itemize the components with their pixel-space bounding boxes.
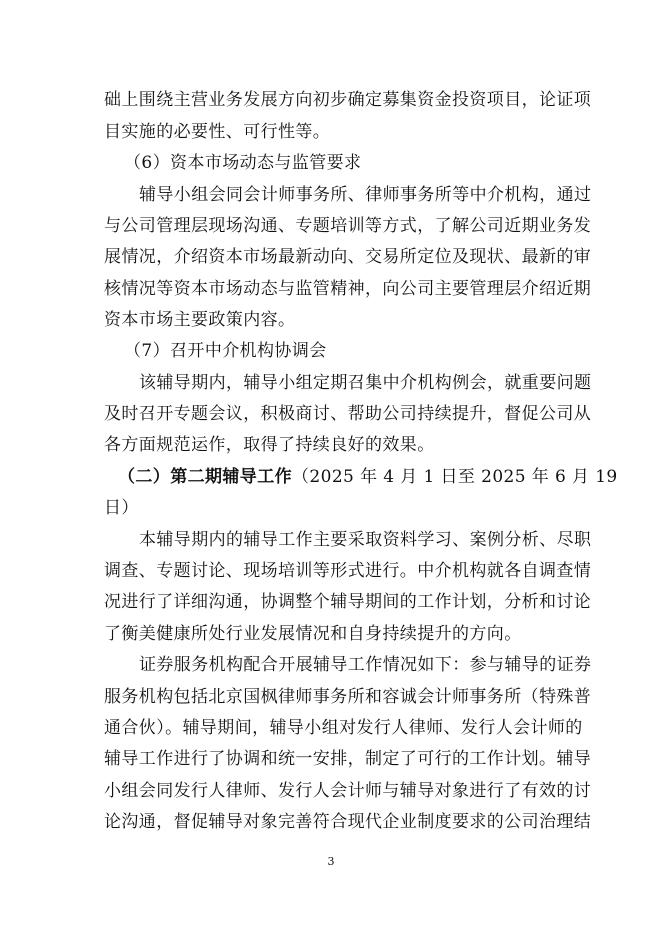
paragraph-line: 服务机构包括北京国枫律师事务所和容诚会计师事务所（特殊普	[104, 687, 592, 707]
paragraph-line: 辅导工作进行了协调和统一安排，制定了可行的工作计划。辅导	[104, 749, 592, 769]
page-number: 3	[327, 855, 335, 868]
paragraph-line: 展情况，介绍资本市场最新动向、交易所定位及现状、最新的审	[104, 247, 592, 267]
section-heading-7: （7）召开中介机构协调会	[124, 341, 327, 361]
paragraph-line: 本辅导期内的辅导工作主要采取资料学习、案例分析、尽职	[139, 530, 592, 550]
paragraph-line: 资本市场主要政策内容。	[104, 310, 296, 330]
paragraph-line: 目实施的必要性、可行性等。	[104, 122, 331, 142]
paragraph-line: 调查、专题讨论、现场培训等形式进行。中介机构就各自调查情	[104, 561, 592, 581]
heading-continuation: 日）	[104, 498, 139, 518]
paragraph-line: 各方面规范运作，取得了持续良好的效果。	[104, 435, 435, 455]
section-heading-6: （6）资本市场动态与监管要求	[124, 153, 362, 173]
paragraph-line: 通合伙）。辅导期间，辅导小组对发行人律师、发行人会计师的	[104, 718, 583, 738]
paragraph-line: 了衡美健康所处行业发展情况和自身持续提升的方向。	[104, 624, 522, 644]
paragraph-line: 况进行了详细沟通，协调整个辅导期间的工作计划，分析和讨论	[104, 592, 592, 612]
heading-bold-title: （二）第二期辅导工作	[118, 467, 292, 487]
paragraph-line: 论沟通，督促辅导对象完善符合现代企业制度要求的公司治理结	[104, 812, 592, 832]
paragraph-line: 核情况等资本市场动态与监管精神，向公司主要管理层介绍近期	[104, 279, 592, 299]
heading-date-range: （2025 年 4 月 1 日至 2025 年 6 月 19	[292, 467, 618, 487]
paragraph-line: 辅导小组会同会计师事务所、律师事务所等中介机构，通过	[139, 185, 592, 205]
paragraph-line: 及时召开专题会议，积极商讨、帮助公司持续提升，督促公司从	[104, 404, 592, 424]
paragraph-line: 础上围绕主营业务发展方向初步确定募集资金投资项目，论证项	[104, 90, 592, 110]
paragraph-line: 与公司管理层现场沟通、专题培训等方式，了解公司近期业务发	[104, 216, 592, 236]
section-heading-2	[0, 466, 662, 488]
paragraph-line: 证券服务机构配合开展辅导工作情况如下：参与辅导的证券	[139, 655, 592, 675]
paragraph-line: 小组会同发行人律师、发行人会计师与辅导对象进行了有效的讨	[104, 781, 592, 801]
paragraph-line: 该辅导期内，辅导小组定期召集中介机构例会，就重要问题	[139, 373, 592, 393]
